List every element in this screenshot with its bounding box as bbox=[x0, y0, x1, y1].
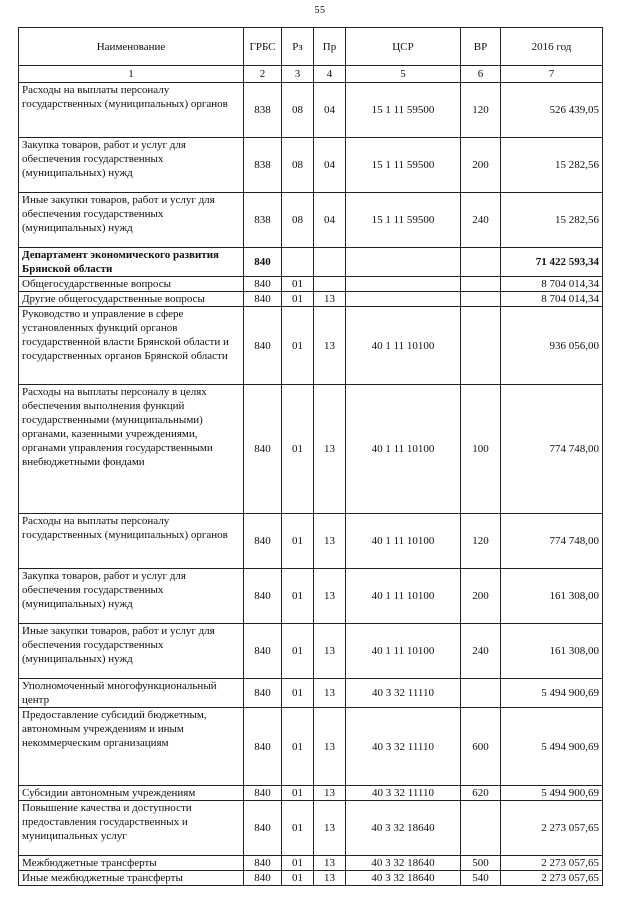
row-grbs-cell: 840 bbox=[244, 871, 282, 886]
row-grbs-cell: 840 bbox=[244, 856, 282, 871]
row-csr-cell: 40 3 32 18640 bbox=[346, 856, 461, 871]
row-rz-cell: 01 bbox=[282, 856, 314, 871]
row-csr-cell: 40 3 32 11110 bbox=[346, 679, 461, 708]
row-rz-cell: 08 bbox=[282, 83, 314, 138]
row-csr-cell: 40 1 11 10100 bbox=[346, 514, 461, 569]
row-amount-cell: 5 494 900,69 bbox=[501, 786, 603, 801]
row-csr-cell bbox=[346, 292, 461, 307]
table-row bbox=[19, 569, 603, 624]
row-amount-cell: 2 273 057,65 bbox=[501, 801, 603, 856]
row-rz-cell: 01 bbox=[282, 277, 314, 292]
row-pr-cell: 13 bbox=[314, 307, 346, 385]
row-name-cell: Иные закупки товаров, работ и услуг для обеспечения государственных (муниципальных) нужд bbox=[19, 193, 244, 248]
row-vr-cell: 600 bbox=[461, 708, 501, 786]
column-number: 4 bbox=[314, 66, 346, 83]
row-amount-cell: 161 308,00 bbox=[501, 569, 603, 624]
table-row bbox=[19, 277, 603, 292]
row-grbs-cell: 840 bbox=[244, 708, 282, 786]
row-vr-cell: 100 bbox=[461, 385, 501, 514]
row-grbs-cell: 838 bbox=[244, 193, 282, 248]
row-amount-cell: 5 494 900,69 bbox=[501, 679, 603, 708]
row-grbs-cell: 840 bbox=[244, 514, 282, 569]
row-amount-cell: 774 748,00 bbox=[501, 514, 603, 569]
row-grbs-cell: 840 bbox=[244, 385, 282, 514]
row-vr-cell: 240 bbox=[461, 193, 501, 248]
row-rz-cell: 01 bbox=[282, 385, 314, 514]
row-rz-cell: 01 bbox=[282, 307, 314, 385]
row-grbs-cell: 840 bbox=[244, 248, 282, 277]
row-name-cell: Общегосударственные вопросы bbox=[19, 277, 244, 292]
table-row bbox=[19, 871, 603, 886]
row-csr-cell: 40 1 11 10100 bbox=[346, 307, 461, 385]
row-amount-cell: 8 704 014,34 bbox=[501, 277, 603, 292]
row-amount-cell: 15 282,56 bbox=[501, 193, 603, 248]
row-pr-cell: 13 bbox=[314, 786, 346, 801]
row-csr-cell: 40 3 32 18640 bbox=[346, 871, 461, 886]
row-csr-cell: 40 3 32 18640 bbox=[346, 801, 461, 856]
row-name-cell: Расходы на выплаты персоналу государственных (муниципальных) органов bbox=[19, 83, 244, 138]
row-grbs-cell: 840 bbox=[244, 277, 282, 292]
row-grbs-cell: 840 bbox=[244, 624, 282, 679]
table-row bbox=[19, 307, 603, 385]
row-amount-cell: 2 273 057,65 bbox=[501, 871, 603, 886]
row-pr-cell: 13 bbox=[314, 385, 346, 514]
header-name: Наименование bbox=[19, 28, 244, 66]
row-vr-cell: 500 bbox=[461, 856, 501, 871]
row-vr-cell: 120 bbox=[461, 83, 501, 138]
table-row bbox=[19, 708, 603, 786]
header-csr: ЦСР bbox=[346, 28, 461, 66]
row-vr-cell: 200 bbox=[461, 138, 501, 193]
row-rz-cell: 01 bbox=[282, 679, 314, 708]
row-vr-cell bbox=[461, 277, 501, 292]
table-row bbox=[19, 801, 603, 856]
row-grbs-cell: 840 bbox=[244, 292, 282, 307]
row-grbs-cell: 838 bbox=[244, 138, 282, 193]
row-vr-cell bbox=[461, 801, 501, 856]
header-grbs: ГРБС bbox=[244, 28, 282, 66]
row-vr-cell: 620 bbox=[461, 786, 501, 801]
row-pr-cell bbox=[314, 248, 346, 277]
row-rz-cell: 08 bbox=[282, 193, 314, 248]
row-csr-cell: 40 3 32 11110 bbox=[346, 708, 461, 786]
row-rz-cell: 01 bbox=[282, 292, 314, 307]
column-number: 7 bbox=[501, 66, 603, 83]
row-rz-cell: 01 bbox=[282, 871, 314, 886]
row-csr-cell bbox=[346, 277, 461, 292]
row-name-cell: Закупка товаров, работ и услуг для обеспечения государственных (муниципальных) нужд bbox=[19, 569, 244, 624]
row-csr-cell: 40 3 32 11110 bbox=[346, 786, 461, 801]
table-row bbox=[19, 193, 603, 248]
row-name-cell: Департамент экономического развития Брянской области bbox=[19, 248, 244, 277]
table-row bbox=[19, 138, 603, 193]
column-number: 5 bbox=[346, 66, 461, 83]
row-pr-cell: 13 bbox=[314, 708, 346, 786]
table-body bbox=[19, 83, 603, 886]
header-rz: Рз bbox=[282, 28, 314, 66]
row-csr-cell: 15 1 11 59500 bbox=[346, 138, 461, 193]
row-amount-cell: 71 422 593,34 bbox=[501, 248, 603, 277]
row-vr-cell: 200 bbox=[461, 569, 501, 624]
row-pr-cell: 13 bbox=[314, 856, 346, 871]
table-row bbox=[19, 624, 603, 679]
row-name-cell: Иные закупки товаров, работ и услуг для обеспечения государственных (муниципальных) нужд bbox=[19, 624, 244, 679]
row-name-cell: Межбюджетные трансферты bbox=[19, 856, 244, 871]
row-vr-cell: 240 bbox=[461, 624, 501, 679]
row-name-cell: Уполномоченный многофункциональный центр bbox=[19, 679, 244, 708]
row-name-cell: Иные межбюджетные трансферты bbox=[19, 871, 244, 886]
row-grbs-cell: 840 bbox=[244, 679, 282, 708]
header-vr: ВР bbox=[461, 28, 501, 66]
row-pr-cell: 04 bbox=[314, 193, 346, 248]
row-grbs-cell: 840 bbox=[244, 307, 282, 385]
row-amount-cell: 161 308,00 bbox=[501, 624, 603, 679]
row-pr-cell: 13 bbox=[314, 679, 346, 708]
row-rz-cell bbox=[282, 248, 314, 277]
column-number: 2 bbox=[244, 66, 282, 83]
row-rz-cell: 01 bbox=[282, 624, 314, 679]
row-vr-cell: 540 bbox=[461, 871, 501, 886]
row-pr-cell: 13 bbox=[314, 514, 346, 569]
row-grbs-cell: 840 bbox=[244, 786, 282, 801]
row-grbs-cell: 838 bbox=[244, 83, 282, 138]
row-name-cell: Другие общегосударственные вопросы bbox=[19, 292, 244, 307]
row-csr-cell: 40 1 11 10100 bbox=[346, 624, 461, 679]
row-pr-cell: 04 bbox=[314, 83, 346, 138]
row-name-cell: Предоставление субсидий бюджетным, автономным учреждениям и иным некоммерческим организациям bbox=[19, 708, 244, 786]
row-pr-cell: 13 bbox=[314, 871, 346, 886]
budget-table bbox=[18, 27, 603, 886]
row-pr-cell: 13 bbox=[314, 801, 346, 856]
row-pr-cell: 04 bbox=[314, 138, 346, 193]
header-year: 2016 год bbox=[501, 28, 603, 66]
row-vr-cell: 120 bbox=[461, 514, 501, 569]
row-vr-cell bbox=[461, 248, 501, 277]
row-amount-cell: 2 273 057,65 bbox=[501, 856, 603, 871]
row-vr-cell bbox=[461, 679, 501, 708]
row-pr-cell: 13 bbox=[314, 292, 346, 307]
row-pr-cell: 13 bbox=[314, 624, 346, 679]
header-row bbox=[19, 28, 603, 66]
table-row bbox=[19, 679, 603, 708]
row-rz-cell: 01 bbox=[282, 569, 314, 624]
table-row bbox=[19, 514, 603, 569]
table-row bbox=[19, 292, 603, 307]
row-csr-cell: 15 1 11 59500 bbox=[346, 83, 461, 138]
row-name-cell: Закупка товаров, работ и услуг для обеспечения государственных (муниципальных) нужд bbox=[19, 138, 244, 193]
column-number: 3 bbox=[282, 66, 314, 83]
row-name-cell: Расходы на выплаты персоналу в целях обеспечения выполнения функций государственными (муниципальными) органами, казенными учреждениями, органами управления государственными внебюджетными фондами bbox=[19, 385, 244, 514]
table-row bbox=[19, 786, 603, 801]
row-csr-cell bbox=[346, 248, 461, 277]
row-rz-cell: 01 bbox=[282, 708, 314, 786]
column-number: 6 bbox=[461, 66, 501, 83]
row-vr-cell bbox=[461, 292, 501, 307]
row-amount-cell: 526 439,05 bbox=[501, 83, 603, 138]
column-number: 1 bbox=[19, 66, 244, 83]
row-rz-cell: 01 bbox=[282, 514, 314, 569]
row-amount-cell: 936 056,00 bbox=[501, 307, 603, 385]
page-number: 55 bbox=[314, 5, 326, 16]
table-row bbox=[19, 856, 603, 871]
row-name-cell: Повышение качества и доступности предоставления государственных и муниципальных услуг bbox=[19, 801, 244, 856]
row-name-cell: Руководство и управление в сфере установленных функций органов государственной власти Брянской области и государственных органов Брянской области bbox=[19, 307, 244, 385]
header-pr: Пр bbox=[314, 28, 346, 66]
row-csr-cell: 40 1 11 10100 bbox=[346, 569, 461, 624]
row-csr-cell: 40 1 11 10100 bbox=[346, 385, 461, 514]
row-name-cell: Расходы на выплаты персоналу государственных (муниципальных) органов bbox=[19, 514, 244, 569]
row-pr-cell: 13 bbox=[314, 569, 346, 624]
row-amount-cell: 8 704 014,34 bbox=[501, 292, 603, 307]
row-name-cell: Субсидии автономным учреждениям bbox=[19, 786, 244, 801]
table-row bbox=[19, 248, 603, 277]
row-csr-cell: 15 1 11 59500 bbox=[346, 193, 461, 248]
row-pr-cell bbox=[314, 277, 346, 292]
row-amount-cell: 774 748,00 bbox=[501, 385, 603, 514]
table-row bbox=[19, 83, 603, 138]
row-rz-cell: 08 bbox=[282, 138, 314, 193]
row-vr-cell bbox=[461, 307, 501, 385]
table-row bbox=[19, 385, 603, 514]
row-grbs-cell: 840 bbox=[244, 569, 282, 624]
row-grbs-cell: 840 bbox=[244, 801, 282, 856]
row-amount-cell: 5 494 900,69 bbox=[501, 708, 603, 786]
row-rz-cell: 01 bbox=[282, 786, 314, 801]
column-number-row bbox=[19, 66, 603, 83]
row-rz-cell: 01 bbox=[282, 801, 314, 856]
row-amount-cell: 15 282,56 bbox=[501, 138, 603, 193]
